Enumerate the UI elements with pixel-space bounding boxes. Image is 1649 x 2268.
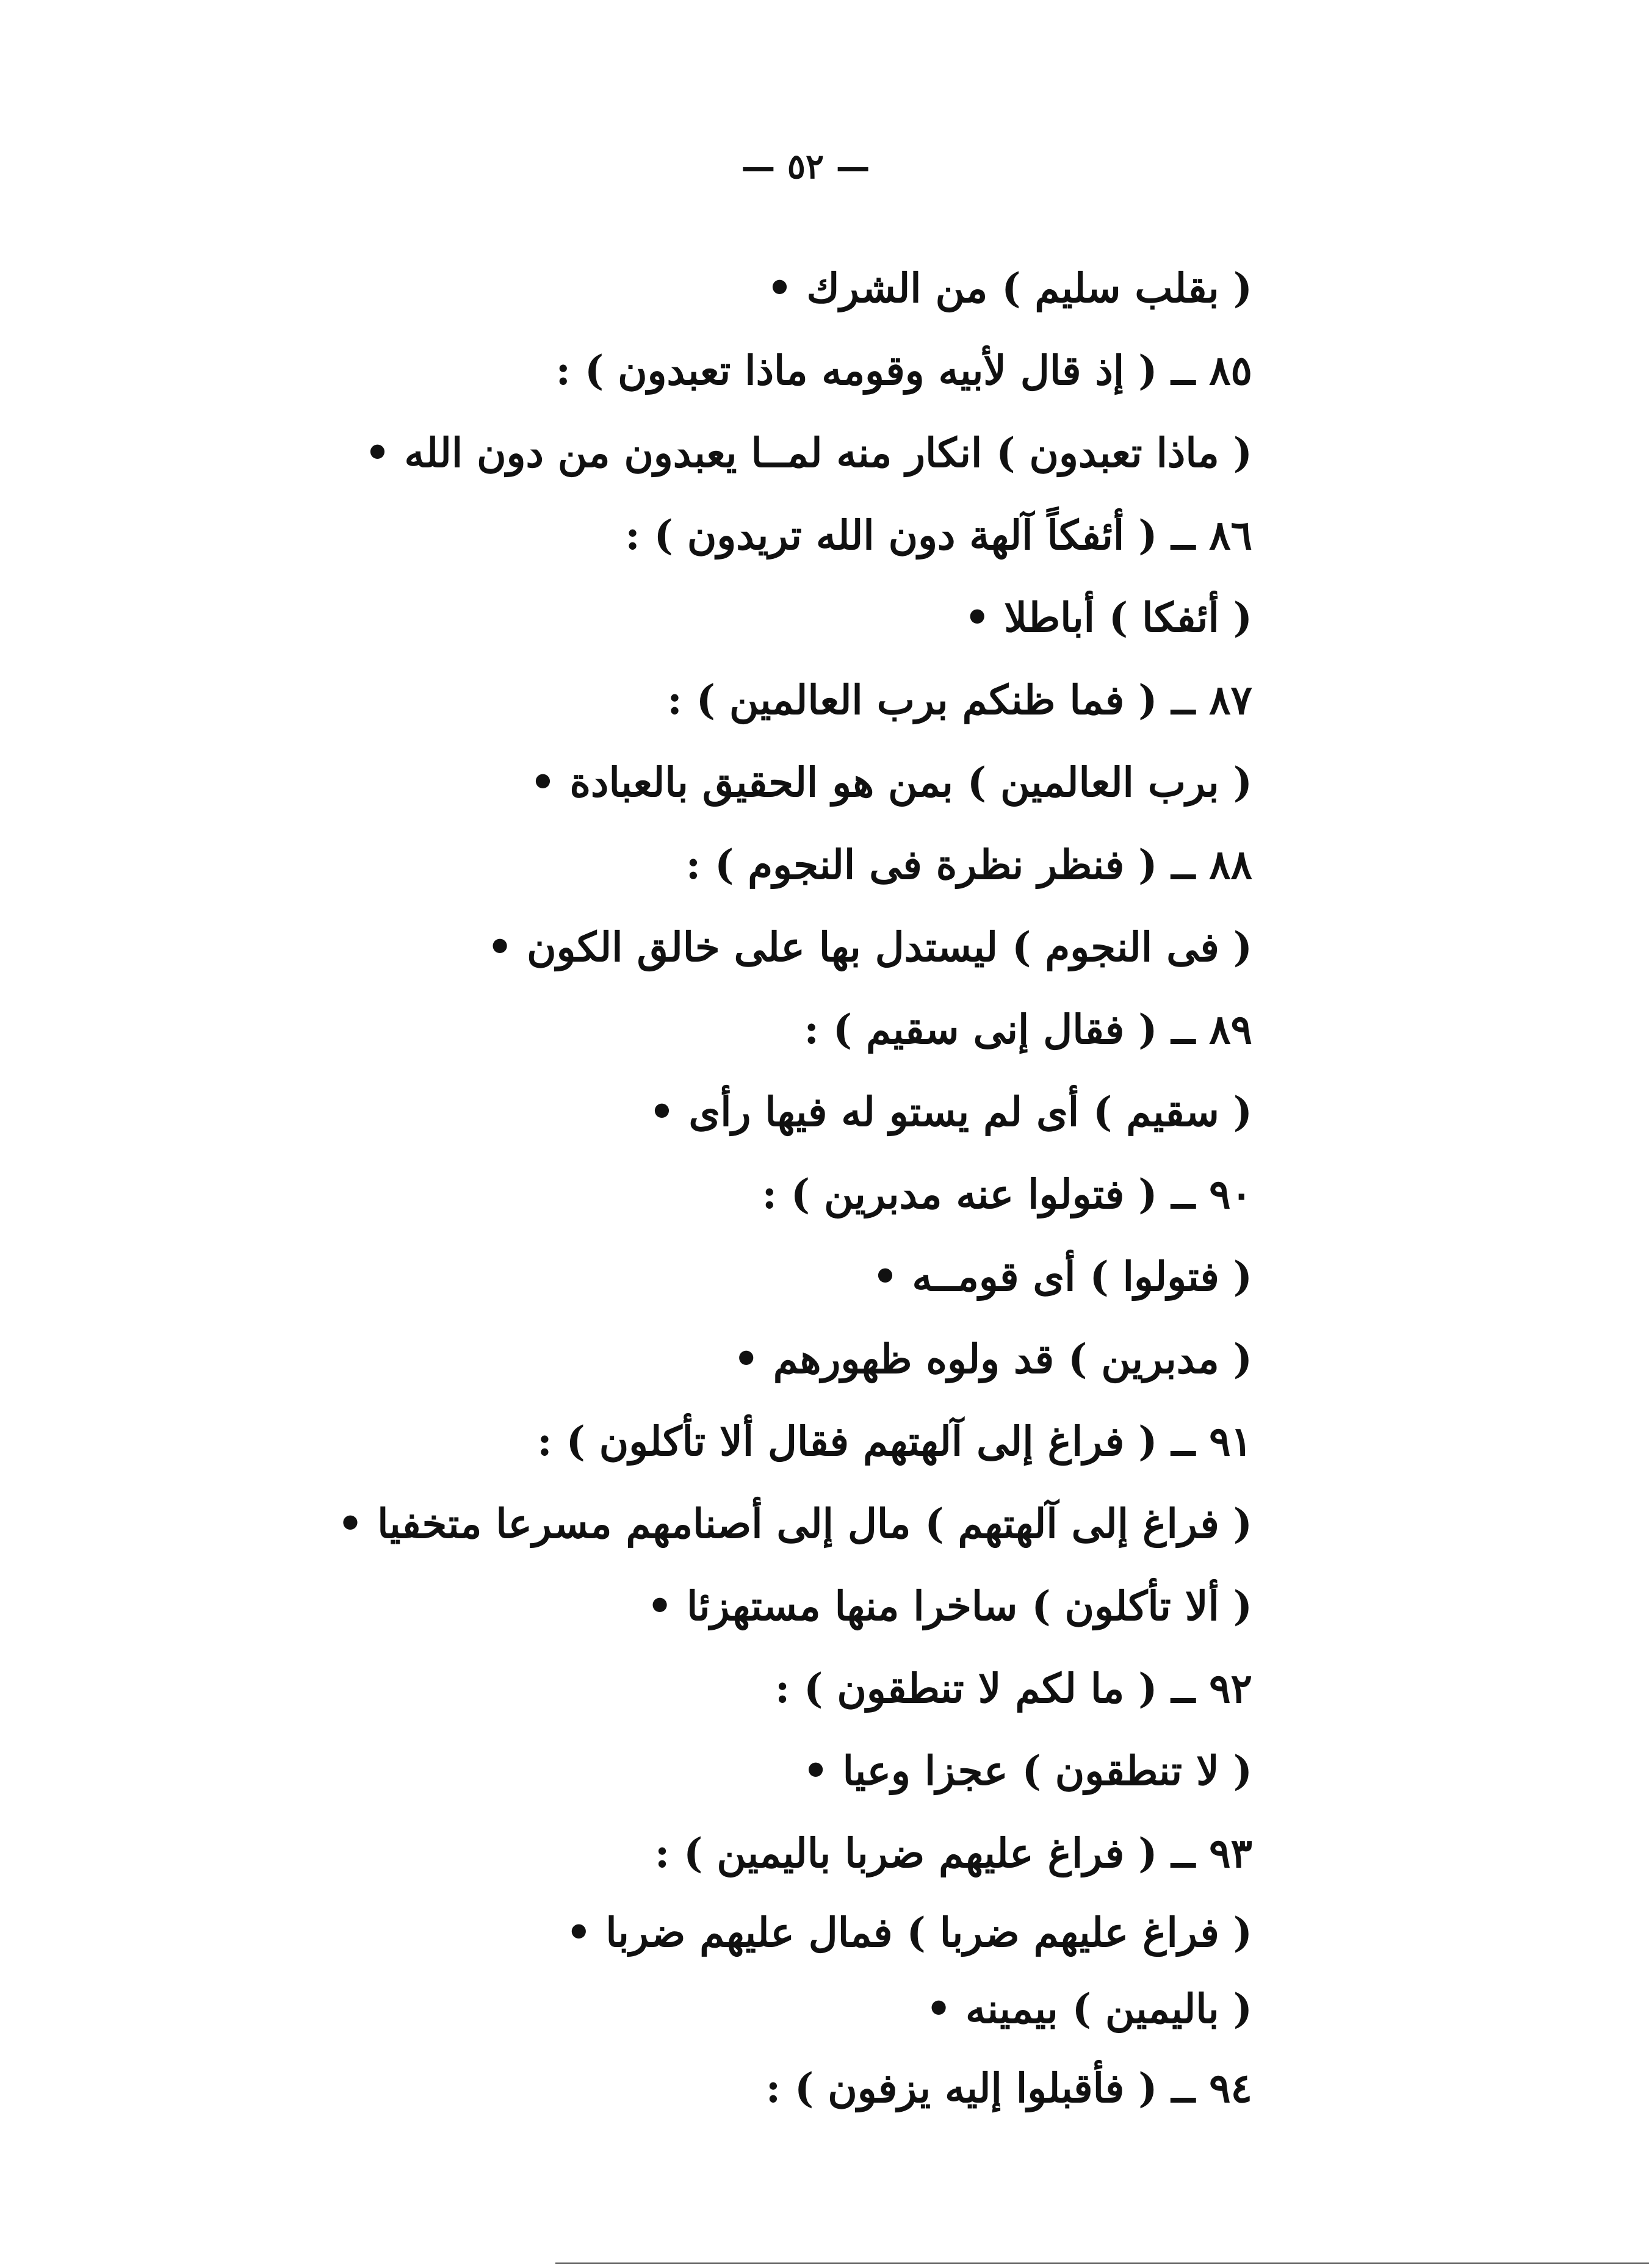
verse-line: ٨٦ ــ ( أئفكاً آلهة دون الله تريدون ) : bbox=[625, 511, 1252, 559]
verse-line: ٨٨ ــ ( فنظر نظرة فى النجوم ) : bbox=[685, 841, 1252, 888]
text-line: ( مدبرين ) قد ولوه ظهورهم • bbox=[733, 1335, 1252, 1383]
verse-line: ٩٤ ــ ( فأقبلوا إليه يزفون ) : bbox=[765, 2064, 1252, 2112]
text-line: ( بقلب سليم ) من الشرك • bbox=[767, 264, 1252, 312]
text-line: ( ماذا تعبدون ) انكار منه لمــا يعبدون من دون الله • bbox=[364, 429, 1252, 477]
commentary-text bbox=[93, 247, 1252, 2129]
text-line: ( برب العالمين ) بمن هو الحقيق بالعبادة • bbox=[530, 758, 1252, 806]
text-line: ( باليمين ) بيمينه • bbox=[925, 1985, 1252, 2032]
text-line: ( فراغ إلى آلهتهم ) مال إلى أصنامهم مسرعا متخفيا • bbox=[337, 1500, 1252, 1547]
verse-line: ٨٧ ــ ( فما ظنكم برب العالمين ) : bbox=[667, 676, 1252, 724]
text-line: ( سقيم ) أى لم يستو له فيها رأى • bbox=[649, 1088, 1252, 1136]
text-line: ( لا تنطقون ) عجزا وعيا • bbox=[803, 1747, 1252, 1795]
verse-line: ٩١ ــ ( فراغ إلى آلهتهم فقال ألا تأكلون ) : bbox=[537, 1417, 1252, 1465]
text-line: ( فراغ عليهم ضربا ) فمال عليهم ضربا • bbox=[566, 1909, 1252, 1956]
text-line: ( ألا تأكلون ) ساخرا منها مستهزئا • bbox=[647, 1582, 1252, 1630]
text-line: ( فتولوا ) أى قومــه • bbox=[872, 1253, 1252, 1300]
text-line: ( أئفكا ) أباطلا • bbox=[964, 594, 1252, 641]
verse-line: ٩٣ ــ ( فراغ عليهم ضربا باليمين ) : bbox=[654, 1829, 1252, 1877]
text-line: ( فى النجوم ) ليستدل بها على خالق الكون • bbox=[487, 923, 1252, 971]
verse-line: ٨٩ ــ ( فقال إنى سقيم ) : bbox=[804, 1006, 1252, 1053]
verse-line: ٨٥ ــ ( إذ قال لأبيه وقومه ماذا تعبدون ) : bbox=[555, 347, 1252, 394]
footer-rule bbox=[555, 2263, 1649, 2264]
page-number: — ٥٢ — bbox=[741, 146, 870, 187]
verse-line: ٩٢ ــ ( ما لكم لا تنطقون ) : bbox=[774, 1665, 1252, 1712]
verse-line: ٩٠ ــ ( فتولوا عنه مدبرين ) : bbox=[762, 1170, 1252, 1218]
